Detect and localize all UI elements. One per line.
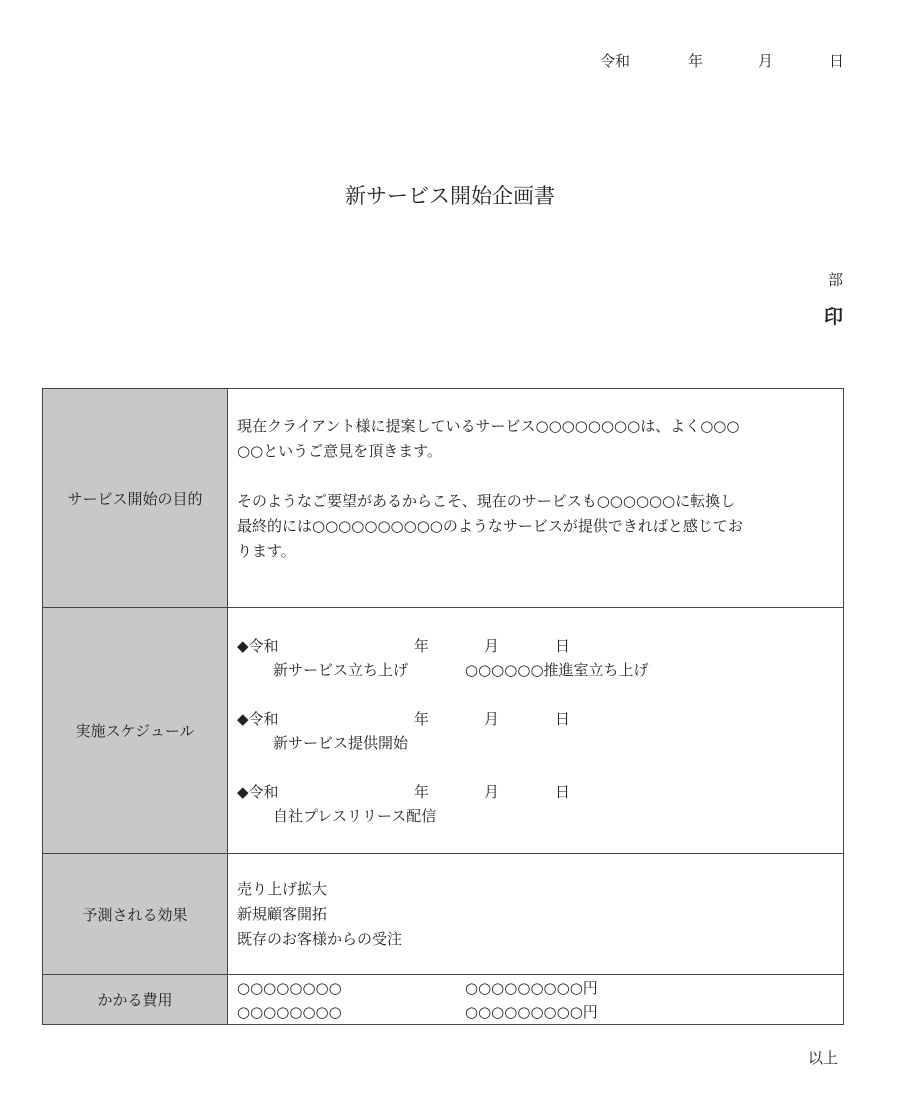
purpose-content: [228, 389, 844, 608]
purpose-row: [43, 389, 844, 608]
date-month: 月: [758, 52, 774, 70]
schedule-era: ◆令和: [237, 783, 279, 801]
cost-name: ○○○○○○○○: [237, 978, 342, 997]
schedule-label: 実施スケジュール: [43, 608, 228, 854]
purpose-line: ○○というご意見を頂きます。: [237, 442, 442, 460]
effect-item: 新規顧客開拓: [237, 904, 328, 923]
purpose-line: ります。: [237, 542, 296, 560]
date-year: 年: [688, 52, 704, 70]
department-label: 部: [828, 271, 844, 289]
schedule-item: [237, 780, 843, 853]
cost-name: ○○○○○○○○: [237, 1002, 342, 1021]
costs-label: かかる費用: [43, 975, 228, 1025]
schedule-day: 日: [555, 637, 571, 655]
schedule-era: ◆令和: [237, 710, 279, 728]
closing-text: 以上: [808, 1049, 839, 1067]
date-day: 日: [829, 52, 845, 70]
document-title: 新サービス開始企画書: [345, 184, 555, 208]
schedule-year: 年: [414, 637, 430, 655]
schedule-month: 月: [484, 637, 500, 655]
cost-amount: ○○○○○○○○○円: [465, 978, 598, 997]
purpose-label: サービス開始の目的: [43, 389, 228, 608]
schedule-content: [228, 608, 844, 854]
seal-mark: 印: [824, 306, 844, 328]
schedule-item: [237, 707, 843, 780]
purpose-line: そのようなご要望があるからこそ、現在のサービスも○○○○○○に転換し: [237, 492, 736, 510]
cost-item: [237, 976, 843, 1000]
schedule-item: [237, 634, 843, 707]
effects-row: [43, 854, 844, 975]
purpose-line: 現在クライアント様に提案しているサービス○○○○○○○○は、よく○○○: [237, 417, 740, 435]
schedule-desc: 自社プレスリリース配信: [273, 807, 437, 825]
schedule-day: 日: [555, 710, 571, 728]
schedule-year: 年: [414, 783, 430, 801]
schedule-year: 年: [414, 710, 430, 728]
effect-item: 既存のお客様からの受注: [237, 929, 403, 948]
schedule-row: [43, 608, 844, 854]
schedule-day: 日: [555, 783, 571, 801]
schedule-desc: 新サービス立ち上げ: [273, 661, 409, 679]
date-era: 令和: [600, 52, 631, 70]
purpose-line: 最終的には○○○○○○○○○○のようなサービスが提供できればと感じてお: [237, 517, 743, 535]
effects-label: 予測される効果: [43, 854, 228, 975]
effect-item: 売り上げ拡大: [237, 879, 328, 898]
plan-table: [42, 388, 844, 1025]
schedule-desc: 新サービス提供開始: [273, 734, 409, 752]
effects-content: [228, 854, 844, 975]
schedule-era: ◆令和: [237, 637, 279, 655]
cost-amount: ○○○○○○○○○円: [465, 1002, 598, 1021]
costs-row: [43, 975, 844, 1025]
schedule-desc-secondary: ○○○○○○推進室立ち上げ: [465, 661, 649, 679]
costs-content: [228, 975, 844, 1025]
schedule-month: 月: [484, 783, 500, 801]
schedule-month: 月: [484, 710, 500, 728]
cost-item: [237, 1000, 843, 1024]
